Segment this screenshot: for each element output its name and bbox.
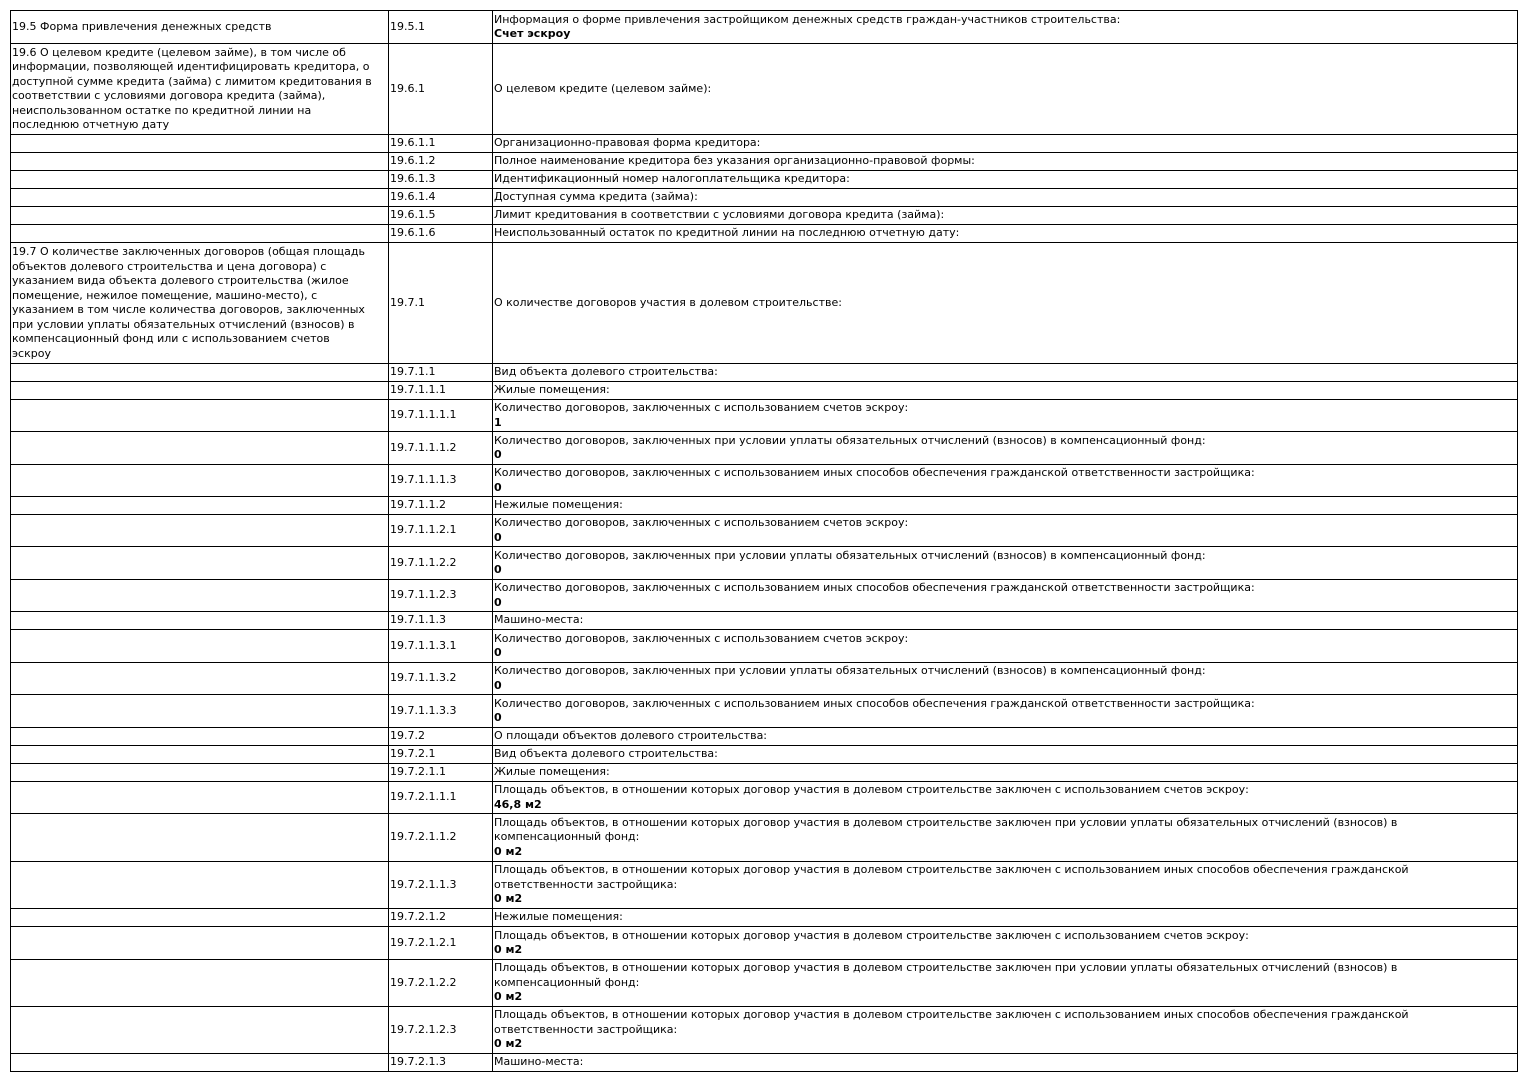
field-value: 0 м2: [494, 892, 523, 906]
code-cell: 19.7.1.1.2.1: [389, 515, 493, 547]
table-row: [11, 612, 1518, 630]
code-cell: 19.7.2.1.3: [389, 1054, 493, 1072]
section-cell: [11, 207, 389, 225]
content-cell: [493, 364, 1518, 382]
code-cell: 19.7.2.1.1: [389, 764, 493, 782]
field-value: 0: [494, 448, 502, 461]
field-value: 0: [494, 678, 502, 692]
field-label: О площади объектов долевого строительства:: [494, 729, 768, 743]
field-label: Доступная сумма кредита (займа):: [494, 190, 698, 204]
code-cell: 19.6.1.3: [389, 171, 493, 189]
content-cell: [493, 1054, 1518, 1072]
table-row: [11, 862, 1518, 909]
field-label: Количество договоров, заключенных с использованием счетов эскроу:: [494, 401, 909, 414]
table-row: [11, 382, 1518, 400]
content-cell: [493, 432, 1518, 465]
table-row: [11, 960, 1518, 1007]
content-cell: [493, 814, 1518, 862]
content-cell: [493, 927, 1518, 960]
code-cell: 19.7.2.1: [389, 746, 493, 764]
field-label: Машино-места:: [494, 613, 584, 627]
content-cell: [493, 207, 1518, 225]
table-row: [11, 11, 1518, 44]
section-cell: [11, 909, 389, 927]
section-cell: [11, 1007, 389, 1054]
field-value: 0 м2: [494, 990, 523, 1004]
code-cell: 19.7.1.1.3: [389, 612, 493, 630]
section-cell: [11, 497, 389, 515]
table-row: [11, 497, 1518, 515]
table-body: [11, 11, 1518, 1072]
field-label: Нежилые помещения:: [494, 910, 623, 924]
field-label: Площадь объектов, в отношении которых договор участия в долевом строительстве заключен с использованием счетов эскроу:: [494, 928, 1249, 942]
field-label: О количестве договоров участия в долевом строительстве:: [494, 295, 842, 309]
section-cell: [11, 782, 389, 814]
section-cell: [11, 364, 389, 382]
section-cell: [11, 515, 389, 547]
field-value: 0: [494, 711, 502, 724]
content-cell: [493, 400, 1518, 432]
section-cell: [11, 746, 389, 764]
field-label: Машино-места:: [494, 1055, 584, 1069]
table-row: [11, 515, 1518, 547]
code-cell: 19.7.1.1.2.2: [389, 547, 493, 580]
field-label: Количество договоров, заключенных при условии уплаты обязательных отчислений (взносов) в компенсационный фонд:: [494, 664, 1206, 677]
section-cell: [11, 382, 389, 400]
section-cell: [11, 547, 389, 580]
table-row: [11, 1054, 1518, 1072]
table-row: [11, 927, 1518, 960]
field-value: 0 м2: [494, 1037, 523, 1051]
content-cell: [493, 515, 1518, 547]
content-cell: [493, 960, 1518, 1007]
content-cell: [493, 746, 1518, 764]
code-cell: 19.7.1: [389, 243, 493, 364]
code-cell: 19.7.1.1.1.3: [389, 465, 493, 497]
content-cell: [493, 44, 1518, 135]
content-cell: [493, 11, 1518, 44]
content-cell: [493, 225, 1518, 243]
field-label: Лимит кредитования в соответствии с условиями договора кредита (займа):: [494, 208, 945, 222]
content-cell: [493, 153, 1518, 171]
code-cell: 19.6.1.4: [389, 189, 493, 207]
section-cell: 19.7 О количестве заключенных договоров (общая площадь объектов долевого строительства и цена договора) с указанием вида объекта долевого строительства (жилое помещение, нежилое помещение, машино-место), с указанием в том числе количества договоров, заключенных при условии уплаты обязательных отчислений (взносов) в компенсационный фонд или с использованием счетов эскроу: [11, 243, 389, 364]
field-label: Количество договоров, заключенных с использованием счетов эскроу:: [494, 631, 909, 645]
table-row: [11, 171, 1518, 189]
table-row: [11, 432, 1518, 465]
code-cell: 19.6.1.2: [389, 153, 493, 171]
code-cell: 19.6.1.6: [389, 225, 493, 243]
code-cell: 19.7.2.1.2: [389, 909, 493, 927]
table-row: [11, 746, 1518, 764]
code-cell: 19.7.2: [389, 728, 493, 746]
code-cell: 19.7.1.1.2: [389, 497, 493, 515]
table-row: [11, 663, 1518, 695]
section-cell: [11, 630, 389, 663]
table-row: [11, 728, 1518, 746]
field-label: Площадь объектов, в отношении которых договор участия в долевом строительстве заключен при условии уплаты обязательных отчислений (взносов) в компенсационный фонд:: [494, 961, 1398, 989]
code-cell: 19.7.1.1: [389, 364, 493, 382]
section-cell: [11, 580, 389, 612]
section-cell: [11, 432, 389, 465]
table-row: [11, 630, 1518, 663]
section-cell: [11, 135, 389, 153]
table-row: [11, 580, 1518, 612]
content-cell: [493, 663, 1518, 695]
table-row: [11, 465, 1518, 497]
section-cell: [11, 862, 389, 909]
field-label: Неиспользованный остаток по кредитной линии на последнюю отчетную дату:: [494, 226, 960, 240]
section-cell: [11, 728, 389, 746]
field-value: 0 м2: [494, 844, 523, 858]
field-value: 46,8 м2: [494, 797, 542, 811]
code-cell: 19.6.1.5: [389, 207, 493, 225]
field-label: Идентификационный номер налогоплательщика кредитора:: [494, 172, 850, 186]
field-label: Нежилые помещения:: [494, 498, 623, 512]
content-cell: [493, 862, 1518, 909]
table-row: [11, 547, 1518, 580]
disclosure-table: [10, 10, 1518, 1072]
content-cell: [493, 782, 1518, 814]
code-cell: 19.6.1: [389, 44, 493, 135]
field-label: Полное наименование кредитора без указания организационно-правовой формы:: [494, 154, 975, 168]
section-cell: [11, 225, 389, 243]
field-value: Счет эскроу: [494, 27, 571, 40]
content-cell: [493, 465, 1518, 497]
field-label: Количество договоров, заключенных при условии уплаты обязательных отчислений (взносов) в компенсационный фонд:: [494, 433, 1206, 447]
code-cell: 19.7.1.1.2.3: [389, 580, 493, 612]
table-row: [11, 909, 1518, 927]
field-label: Площадь объектов, в отношении которых договор участия в долевом строительстве заключен с использованием иных способов обеспечения гражданской ответственности застройщика:: [494, 863, 1409, 891]
code-cell: 19.7.2.1.2.2: [389, 960, 493, 1007]
table-row: [11, 1007, 1518, 1054]
field-label: Вид объекта долевого строительства:: [494, 747, 718, 761]
section-cell: [11, 171, 389, 189]
field-label: Площадь объектов, в отношении которых договор участия в долевом строительстве заключен с использованием иных способов обеспечения гражданской ответственности застройщика:: [494, 1008, 1409, 1036]
table-row: [11, 207, 1518, 225]
section-cell: [11, 189, 389, 207]
section-cell: 19.5 Форма привлечения денежных средств: [11, 11, 389, 44]
section-cell: [11, 400, 389, 432]
section-cell: [11, 927, 389, 960]
code-cell: 19.6.1.1: [389, 135, 493, 153]
field-value: 0: [494, 563, 502, 576]
field-label: Информация о форме привлечения застройщиком денежных средств граждан-участников строительства:: [494, 12, 1121, 26]
table-row: [11, 364, 1518, 382]
content-cell: [493, 764, 1518, 782]
code-cell: 19.7.1.1.1.1: [389, 400, 493, 432]
table-row: [11, 814, 1518, 862]
code-cell: 19.7.1.1.3.2: [389, 663, 493, 695]
field-label: Количество договоров, заключенных с использованием иных способов обеспечения гражданской ответственности застройщика:: [494, 581, 1255, 594]
content-cell: [493, 580, 1518, 612]
table-row: [11, 695, 1518, 728]
table-row: [11, 44, 1518, 135]
field-label: Жилые помещения:: [494, 765, 610, 779]
field-label: Количество договоров, заключенных с использованием иных способов обеспечения гражданской ответственности застройщика:: [494, 696, 1255, 710]
field-label: О целевом кредите (целевом займе):: [494, 81, 712, 95]
field-value: 0: [494, 595, 502, 609]
content-cell: [493, 1007, 1518, 1054]
section-cell: [11, 764, 389, 782]
code-cell: 19.7.1.1.1.2: [389, 432, 493, 465]
content-cell: [493, 171, 1518, 189]
field-label: Площадь объектов, в отношении которых договор участия в долевом строительстве заключен с использованием счетов эскроу:: [494, 783, 1249, 796]
field-label: Количество договоров, заключенных при условии уплаты обязательных отчислений (взносов) в компенсационный фонд:: [494, 548, 1206, 562]
code-cell: 19.7.1.1.1: [389, 382, 493, 400]
code-cell: 19.7.2.1.1.1: [389, 782, 493, 814]
field-label: Площадь объектов, в отношении которых договор участия в долевом строительстве заключен при условии уплаты обязательных отчислений (взносов) в компенсационный фонд:: [494, 815, 1398, 844]
code-cell: 19.7.1.1.3.3: [389, 695, 493, 728]
field-label: Жилые помещения:: [494, 383, 610, 397]
table-row: [11, 243, 1518, 364]
code-cell: 19.7.2.1.2.1: [389, 927, 493, 960]
section-cell: [11, 1054, 389, 1072]
code-cell: 19.7.2.1.1.2: [389, 814, 493, 862]
content-cell: [493, 189, 1518, 207]
section-cell: 19.6 О целевом кредите (целевом займе), в том числе об информации, позволяющей идентифицировать кредитора, о доступной сумме кредита (займа) с лимитом кредитования в соответствии с условиями договора кредита (займа), неиспользованном остатке по кредитной линии на последнюю отчетную дату: [11, 44, 389, 135]
code-cell: 19.7.2.1.2.3: [389, 1007, 493, 1054]
table-row: [11, 782, 1518, 814]
content-cell: [493, 243, 1518, 364]
content-cell: [493, 909, 1518, 927]
section-cell: [11, 612, 389, 630]
code-cell: 19.7.2.1.1.3: [389, 862, 493, 909]
table-row: [11, 153, 1518, 171]
table-row: [11, 189, 1518, 207]
table-row: [11, 225, 1518, 243]
code-cell: 19.5.1: [389, 11, 493, 44]
section-cell: [11, 465, 389, 497]
field-value: 0: [494, 646, 502, 659]
table-row: [11, 764, 1518, 782]
content-cell: [493, 382, 1518, 400]
section-cell: [11, 153, 389, 171]
field-value: 0: [494, 530, 502, 544]
content-cell: [493, 497, 1518, 515]
section-cell: [11, 663, 389, 695]
field-label: Количество договоров, заключенных с использованием счетов эскроу:: [494, 516, 909, 529]
field-value: 0 м2: [494, 943, 523, 956]
section-cell: [11, 960, 389, 1007]
section-cell: [11, 814, 389, 862]
content-cell: [493, 547, 1518, 580]
content-cell: [493, 135, 1518, 153]
content-cell: [493, 728, 1518, 746]
table-row: [11, 135, 1518, 153]
content-cell: [493, 630, 1518, 663]
field-value: 0: [494, 480, 502, 494]
field-label: Вид объекта долевого строительства:: [494, 365, 718, 379]
field-value: 1: [494, 415, 502, 429]
code-cell: 19.7.1.1.3.1: [389, 630, 493, 663]
table-row: [11, 400, 1518, 432]
field-label: Организационно-правовая форма кредитора:: [494, 136, 761, 150]
content-cell: [493, 612, 1518, 630]
field-label: Количество договоров, заключенных с использованием иных способов обеспечения гражданской ответственности застройщика:: [494, 466, 1255, 479]
content-cell: [493, 695, 1518, 728]
section-cell: [11, 695, 389, 728]
